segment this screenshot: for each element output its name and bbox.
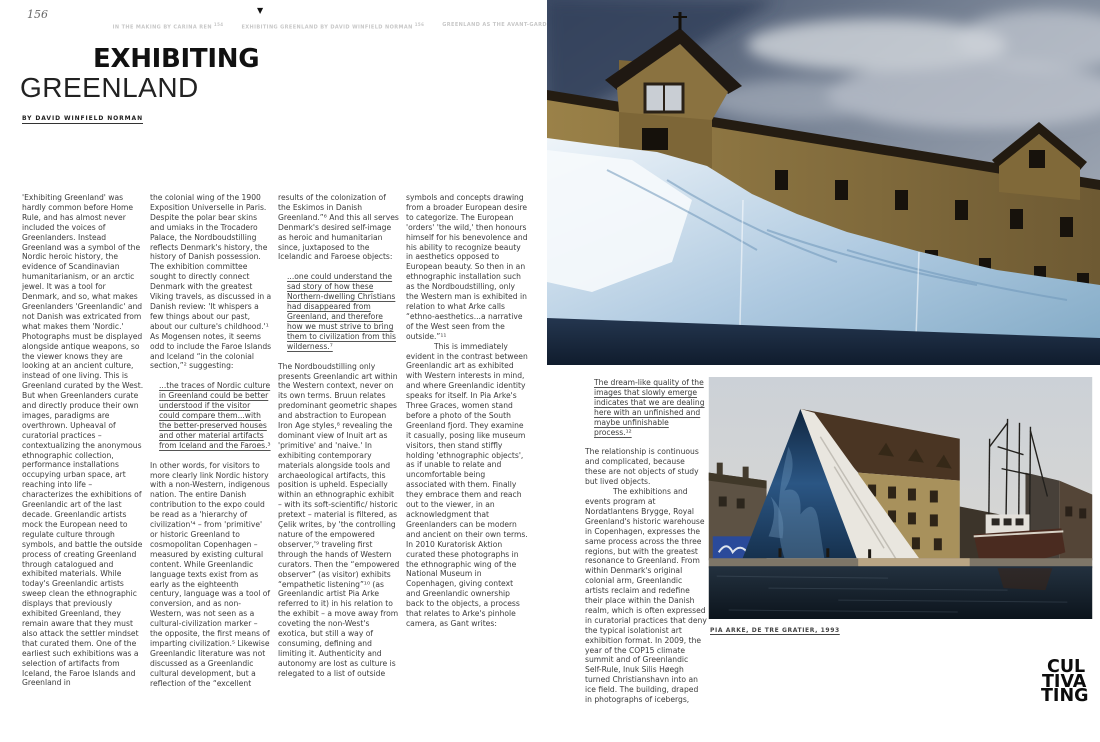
byline: BY DAVID WINFIELD NORMAN (22, 115, 144, 122)
running-header-pagenum: 154 (213, 22, 224, 27)
body-paragraph: symbols and concepts drawing from a broader European desire to categorize. The European 'orders' 'the wild,' then honours himself for his benevolence and his ability to recognize beauty in aesthetics opposed to European beauty. So then in an ethnographic installation such as the Nordboudstilling, only the Western man is exhibited in relation to what Arke calls “ethno-aesthetics...a narrative of the West seen from the outside.”¹¹ (406, 193, 528, 341)
page-number: 156 (27, 8, 48, 21)
body-paragraph: 'Exhibiting Greenland' was hardly common before Home Rule, and has almost never included the voices of Greenlanders. Instead Greenland was a symbol of the Nordic heroic history, the evidence of Scandinavian humanitarianism, or an arctic jewel. It was a tool for Denmark, and so, what makes Greenlanders 'Greenlandic' and not Danish was extricated from what makes them 'Nordic.' Photographs must be displayed alongside antique weapons, so the viewer knows they are looking at an ancient culture, instead of one living. This is Greenland curated by the West. But when Greenlanders curate and directly produce their own images, paradigms are overthrown. Upheaval of curatorial practices – contextualizing the anonymous ethnographic collection, performance installations occupying urban space, art reaching into life – characterizes the exhibitions of Greenlandic art of the last decade. Greenlandic artists mock the European need to regulate culture through symbols, and battle the outside process of creating Greenland through catalogued and exhibited materials. While today's Greenlandic artists sweep clean the ethnographic displays that previously exhibited Greenland, they remain aware that they must also attack the settler mindset that curated them. One of the earliest such exhibitions was a selection of artifacts from Iceland, the Faroe Islands and Greenland in (22, 193, 144, 688)
running-header (60, 22, 547, 31)
article-title-line1: EXHIBITING (93, 44, 260, 74)
triangle-marker-icon: ▼ (257, 6, 264, 15)
right-column (585, 378, 707, 705)
column-2 (150, 193, 272, 689)
running-header-item: EXHIBITING GREENLAND BY DAVID WINFIELD NORMAN$^{156}$ (241, 22, 425, 31)
section-word-cultivating (1041, 657, 1089, 706)
quay-sunlit (858, 558, 970, 567)
column-4 (406, 193, 528, 689)
running-header-item: IN THE MAKING BY CARINA REN$^{154}$ (112, 22, 224, 31)
section-word-line: TIVA (1042, 671, 1087, 692)
photo-iceberg-warehouse-illustration (547, 0, 1100, 365)
body-paragraph: This is immediately evident in the contrast between Greenlandic art as exhibited with Western interests in mind, and where Greenlandic identity speaks for itself. In Pia Arke's Three Graces, women stand before a photo of the South Greenland fjord. They examine it casually, posing like museum visitors, then stand stiffly holding 'ethnographic objects', as if unable to relate and uncomfortable being associated with them. Finally they embrace them and reach out to the viewer, in an acknowledgment that Greenlanders can be modern and ancient on their own terms. In 2010 Kuratorisk Aktion curated these photographs in the ethnographic wing of the National Museum in Copenhagen, giving context and Greenlandic ownership back to the objects, a process that relates to Arke's pinhole camera, as Gant writes: (406, 341, 528, 628)
photo-harbour-warehouse (708, 377, 1093, 619)
body-paragraph: The relationship is continuous and complicated, because these are not objects of study but lived objects. (585, 447, 699, 487)
section-word-line: TING (1041, 686, 1089, 706)
boat-reflection (998, 568, 1053, 590)
body-paragraph: The exhibitions and events program at Nordatlantens Brygge, Royal Greenland's historic warehouse in Copenhagen, expresses the same process across the three regions, but with the greatest resonance to Greenland. From within Denmark's original colonial arm, Greenlandic artists reclaim and redefine their place within the Danish realm, which is often expressed in curatorial practices that deny the typical isolationist art exhibition format. In 2009, the year of the COP15 climate summit and of Greenlandic Self-Rule, Inuk Silis Høegh turned Christianshavn into an ice field. The building, draped in photographs of icebergs, (585, 487, 707, 705)
photo-iceberg-warehouse (547, 0, 1100, 365)
pull-quote: The dream-like quality of the images that slowly emerge indicates that we are dealing here with an unfinished and maybe unfinishable process.¹² (594, 378, 705, 437)
article-title-line2: GREENLAND (20, 72, 199, 103)
column-1 (22, 193, 144, 689)
pull-quote: ...one could understand the sad story of how these Northern-dwelling Christians had disappeared from Greenland, and therefore how we must strive to bring them to civilization from this wilderness.⁷ (287, 272, 396, 351)
body-paragraph: the colonial wing of the 1900 Exposition Universelle in Paris. Despite the polar bear skins and umiaks in the Trocadero Palace, the Nordboudstilling reflects Denmark's history, the history of Danish possession. The exhibition committee sought to directly connect Denmark with the greatest Viking travels, as discussed in a Danish review: 'It whispers a few things about our past, about our culture's childhood.'¹ As Mogensen notes, it seems odd to include the Faroe Islands and Iceland “in the colonial section,”² suggesting: (150, 193, 272, 371)
body-paragraph: results of the colonization of the Eskimos in Danish Greenland.”⁶ And this all serves Denmark's desired self-image as heroic and humanitarian since, juxtaposed to the Icelandic and Faroese objects: (278, 193, 399, 262)
running-header-pagenum: 156 (414, 22, 425, 27)
photo-caption: PIA ARKE, DE TRE GRATIER, 1993 (710, 627, 840, 634)
pull-quote: ...the traces of Nordic culture in Greenland could be better understood if the visitor could compare them...with the better-preserved houses and other material artifacts from Iceland and the Faroes.³ (159, 381, 271, 450)
section-word-line: CUL (1047, 657, 1086, 677)
right-page-column (585, 378, 707, 705)
body-paragraph: The Nordboudstilling only presents Greenlandic art within the Western context, never on its own terms. Bruun relates predominant geometric shapes and abstraction to European Iron Age styles,⁸ revealing the dominant view of Inuit art as 'primitive' and 'naive.' In exhibiting contemporary materials alongside tools and archaeological artifacts, this position is upheld. Especially within an ethnographic exhibit – with its soft-scientific/ historic pretext – material is filtered, as Çelik writes, by 'the controlling nature of the empowered observer,'⁹ traveling first through the hands of Western curators. Then the “empowered observer” (as visitor) exhibits “empathetic listening”¹⁰ (as Greenlandic artist Pia Arke referred to it) in his relation to the exhibit – a move away from coveting the non-West's exotica, but still a way of consuming, defining and limiting it. Authenticity and autonomy are lost as culture is relegated to a list of outside (278, 361, 400, 678)
body-paragraph: In other words, for visitors to more clearly link Nordic history with a non-Western, indigenous nation. The entire Danish contribution to the expo could be read as a 'hierarchy of civilization'⁴ – from 'primitive' or historic Greenland to cosmopolitan Copenhagen – measured by existing cultural content. While Greenlandic language texts exist from as early as the eighteenth century, language was a tool of conversion, and as non-Western, was not seen as a cultural-civilization marker – the opposite, the first means of imparting civilization.⁵ Likewise Greenlandic literature was not discussed as a Greenlandic cultural development, but a reflection of the “excellent (150, 460, 271, 688)
column-3 (278, 193, 400, 689)
running-header-item: GREENLAND AS THE AVANT-GARD (442, 22, 547, 28)
photo-harbour-illustration (708, 377, 1093, 619)
article-columns (22, 193, 556, 689)
